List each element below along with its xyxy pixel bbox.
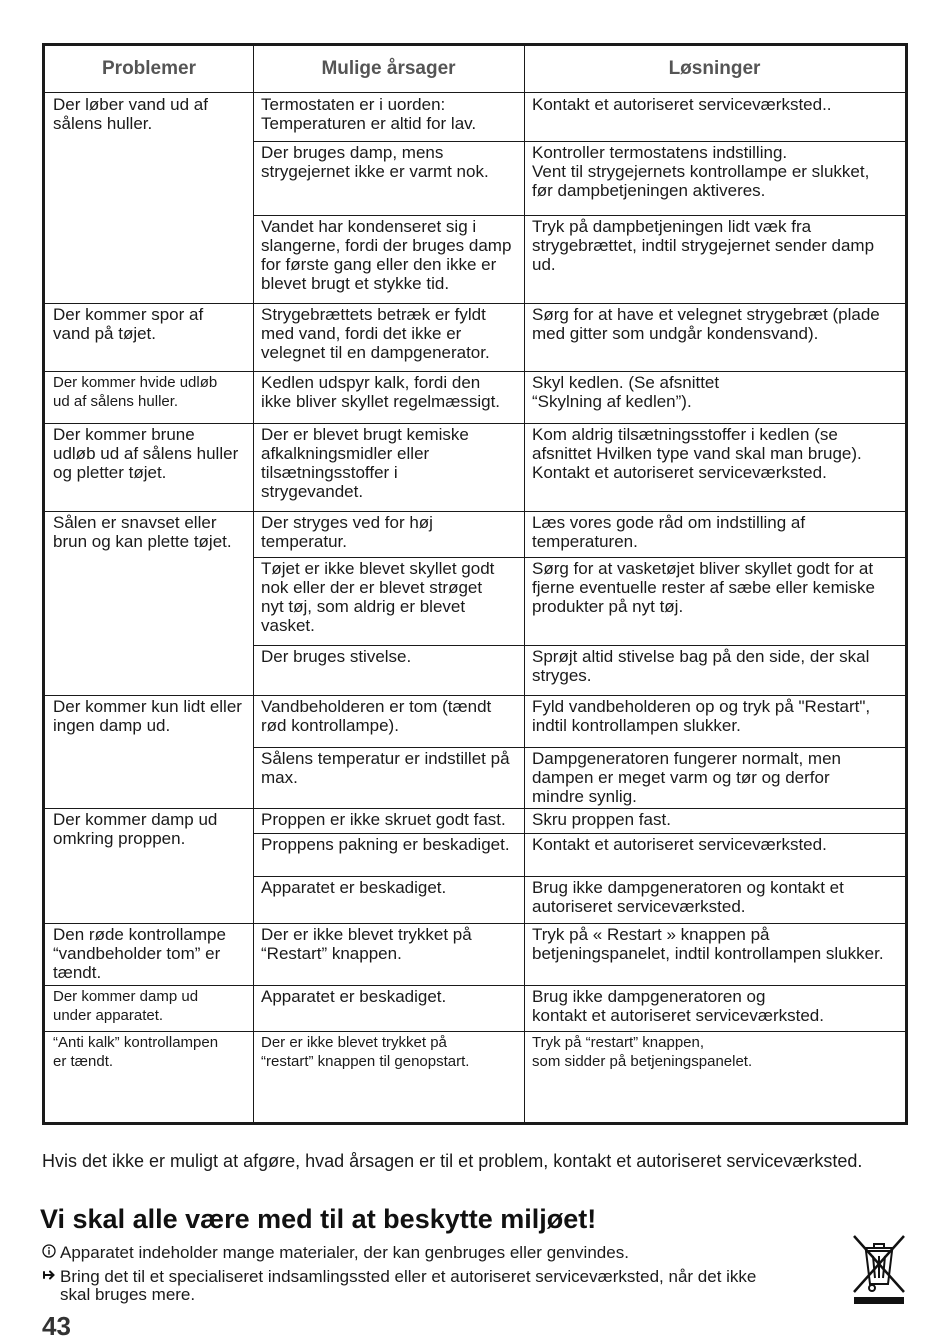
- cause-cell: Kedlen udspyr kalk, fordi den ikke bliver skyllet regelmæssigt.: [261, 373, 501, 411]
- solution-cell: Tryk på « Restart » knappen på betjeningspanelet, indtil kontrollampen slukker.: [532, 925, 884, 963]
- solution-cell: Sprøjt altid stivelse bag på den side, der skal stryges.: [532, 647, 870, 685]
- problem-cell: Der kommer hvide udløb ud af sålens huller.: [53, 374, 218, 410]
- cause-cell: Apparatet er beskadiget.: [261, 987, 447, 1006]
- cause-cell: Proppens pakning er beskadiget.: [261, 835, 510, 854]
- solution-cell: Tryk på dampbetjeningen lidt væk fra strygebrættet, indtil strygejernet sender damp ud.: [532, 217, 875, 274]
- problem-cell: Sålen er snavset eller brun og kan plette tøjet.: [53, 513, 232, 551]
- solution-cell: Kontakt et autoriseret serviceværksted.: [532, 835, 827, 854]
- page-number: 43: [42, 1311, 71, 1341]
- environment-bullet: [42, 1268, 842, 1304]
- solution-cell: Dampgeneratoren fungerer normalt, men dampen er meget varm og tør og derfor mindre synlig.: [532, 749, 841, 806]
- cause-cell: Termostaten er i uorden: Temperaturen er altid for lav.: [261, 95, 477, 133]
- row-divider: [253, 1122, 905, 1123]
- solution-cell: Kom aldrig tilsætningsstoffer i kedlen (se afsnittet Hvilken type vand skal man bruge). Kontakt et autoriseret serviceværksted.: [532, 425, 862, 482]
- solution-cell: Fyld vandbeholderen op og tryk på "Restart", indtil kontrollampen slukker.: [532, 697, 871, 735]
- cause-cell: Der er ikke blevet trykket på “restart” knappen til genopstart.: [261, 1034, 470, 1070]
- environment-heading: Vi skal alle være med til at beskytte miljøet!: [40, 1204, 597, 1234]
- cause-cell: Der bruges stivelse.: [261, 647, 412, 666]
- solution-cell: Læs vores gode råd om indstilling af temperaturen.: [532, 513, 806, 551]
- troubleshooting-table: [42, 43, 908, 1125]
- solution-cell: Kontroller termostatens indstilling. Vent til strygejernets kontrollampe er slukket, før dampbetjeningen aktiveres.: [532, 143, 870, 200]
- info-icon: [42, 1244, 60, 1262]
- solution-cell: Kontakt et autoriseret serviceværksted..: [532, 95, 832, 114]
- solution-cell: Brug ikke dampgeneratoren og kontakt et autoriseret serviceværksted.: [532, 987, 824, 1025]
- solution-cell: Skru proppen fast.: [532, 810, 671, 829]
- row-divider: [45, 1122, 253, 1123]
- problem-cell: Der løber vand ud af sålens huller.: [53, 95, 208, 133]
- solution-cell: Brug ikke dampgeneratoren og kontakt et autoriseret serviceværksted.: [532, 878, 844, 916]
- weee-bin-icon: [848, 1230, 910, 1306]
- cause-cell: Der er blevet brugt kemiske afkalkningsmidler eller tilsætningsstoffer i strygevandet.: [261, 425, 469, 501]
- environment-bullet: [42, 1244, 842, 1262]
- problem-cell: Den røde kontrollampe “vandbeholder tom” er tændt.: [53, 925, 226, 982]
- solution-cell: Skyl kedlen. (Se afsnittet “Skylning af kedlen”).: [532, 373, 720, 411]
- cause-cell: Der bruges damp, mens strygejernet ikke er varmt nok.: [261, 143, 489, 181]
- header-problems: Problemer: [45, 46, 253, 93]
- cause-cell: Der er ikke blevet trykket på “Restart” knappen.: [261, 925, 472, 963]
- solution-cell: Sørg for at vasketøjet bliver skyllet godt for at fjerne eventuelle rester af sæbe eller kemiske produkter på nyt tøj.: [532, 559, 875, 616]
- solution-cell: Sørg for at have et velegnet strygebræt (plade med gitter som undgår kondensvand).: [532, 305, 880, 343]
- cause-cell: Strygebrættets betræk er fyldt med vand, fordi det ikke er velegnet til en dampgenerator.: [261, 305, 490, 362]
- header-causes: Mulige årsager: [253, 46, 524, 93]
- cause-cell: Apparatet er beskadiget.: [261, 878, 447, 897]
- bullet-text: Apparatet indeholder mange materialer, der kan genbruges eller genvindes.: [60, 1243, 629, 1262]
- cause-cell: Proppen er ikke skruet godt fast.: [261, 810, 506, 829]
- arrow-right-icon: [42, 1268, 60, 1286]
- problem-cell: Der kommer damp ud omkring proppen.: [53, 810, 218, 848]
- cause-cell: Tøjet er ikke blevet skyllet godt nok eller der er blevet strøget nyt tøj, som aldrig er blevet vasket.: [261, 559, 495, 635]
- solution-cell: Tryk på “restart” knappen, som sidder på betjeningspanelet.: [532, 1034, 753, 1070]
- bullet-text: Bring det til et specialiseret indsamlingssted eller et autoriseret serviceværksted, når det ikke skal bruges mere.: [60, 1267, 757, 1304]
- cause-cell: Sålens temperatur er indstillet på max.: [261, 749, 510, 787]
- problem-cell: Der kommer kun lidt eller ingen damp ud.: [53, 697, 242, 735]
- problem-cell: Der kommer damp ud under apparatet.: [53, 988, 199, 1024]
- footnote: Hvis det ikke er muligt at afgøre, hvad årsagen er til et problem, kontakt et autoriseret serviceværksted.: [42, 1151, 863, 1171]
- problem-cell: “Anti kalk” kontrollampen er tændt.: [53, 1034, 219, 1070]
- cause-cell: Vandet har kondenseret sig i slangerne, fordi der bruges damp for første gang eller den ikke er blevet brugt et stykke tid.: [261, 217, 512, 293]
- header-solutions: Løsninger: [524, 46, 905, 93]
- problem-cell: Der kommer brune udløb ud af sålens huller og pletter tøjet.: [53, 425, 239, 482]
- cause-cell: Vandbeholderen er tom (tændt rød kontrollampe).: [261, 697, 492, 735]
- problem-cell: Der kommer spor af vand på tøjet.: [53, 305, 204, 343]
- cause-cell: Der stryges ved for høj temperatur.: [261, 513, 433, 551]
